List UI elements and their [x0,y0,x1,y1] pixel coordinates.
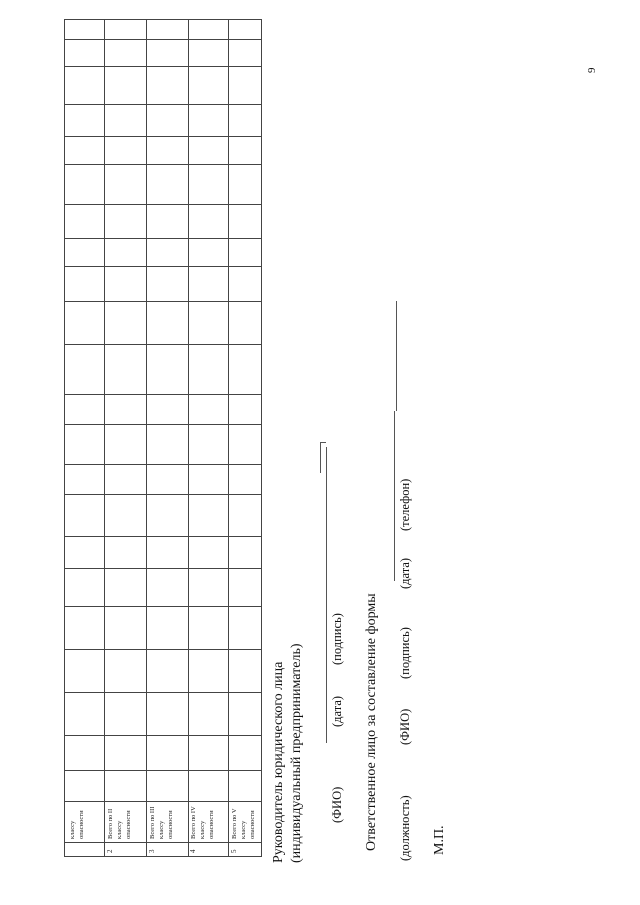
row-label: Всего по V классу опасности [231,808,256,839]
head-title-line2: (индивидуальный предприниматель) [289,643,304,863]
table-row-border [188,19,189,857]
head-line-extension [320,443,321,473]
table-col-border [64,204,262,205]
table-col-border [64,735,262,736]
table-col-border [64,301,262,302]
table-col-border [64,19,262,20]
table-col-border [64,494,262,495]
row-label: классу опасности [69,810,85,839]
table-col-border [64,344,262,345]
head-fio-caption: (ФИО) [330,786,344,823]
table-col-border [64,606,262,607]
head-title-line1: Руководитель юридического лица [271,661,286,863]
row-label: Всего по III классу опасности [149,806,174,839]
resp-phone-caption: (телефон) [398,478,412,531]
table-col-border [64,424,262,425]
table-col-border [64,66,262,67]
table-col-border [64,770,262,771]
table-col-border [64,39,262,40]
table-col-border [64,136,262,137]
table-col-border [64,649,262,650]
head-signature-caption: (подпись) [330,613,344,665]
table-col-border [64,266,262,267]
row-label: Всего по II классу опасности [107,808,132,839]
table-col-border [64,104,262,105]
table-col-border [64,394,262,395]
resp-signature-caption: (подпись) [398,627,412,679]
resp-date-caption: (дата) [398,557,412,589]
table-col-border [64,238,262,239]
table-col-border [64,692,262,693]
row-label: Всего по IV классу опасности [190,806,215,839]
table-col-border [64,464,262,465]
stamp-place: М.П. [432,825,447,855]
waste-class-table [64,19,262,857]
table-col-border [64,856,262,857]
row-number: 2 [106,849,114,853]
page-number: 9 [586,67,598,73]
row-number: 4 [189,849,197,853]
head-date-caption: (дата) [330,695,344,727]
head-signature-line [326,447,327,743]
responsible-title: Ответственное лицо за составление формы [364,593,379,851]
responsible-signature-line [394,411,395,581]
table-col-border [64,842,262,843]
table-col-border [64,164,262,165]
table-col-border [64,568,262,569]
table-col-border [64,536,262,537]
table-col-border [64,801,262,802]
table-row-border [104,19,105,857]
responsible-phone-line [396,301,397,411]
table-row-border [64,19,65,857]
row-number: 5 [230,849,238,853]
table-row-border [146,19,147,857]
table-row-border [261,19,262,857]
row-number: 3 [148,849,156,853]
table-row-border [228,19,229,857]
resp-position-caption: (должность) [398,795,412,861]
resp-fio-caption: (ФИО) [398,708,412,745]
